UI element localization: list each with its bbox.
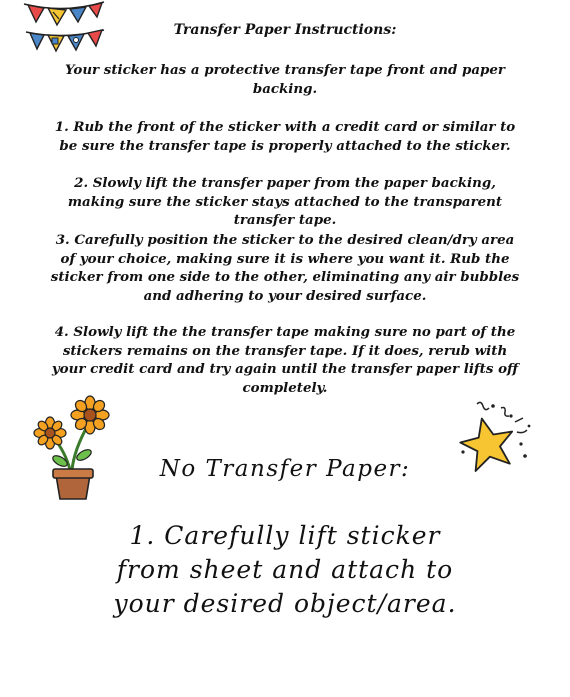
- instructions-step-2: 2. Slowly lift the transfer paper from the paper backing, making sure the sticker stays attached to the transparent transfer tape.: [67, 175, 503, 229]
- no-transfer-step-1: 1. Carefully lift sticker from sheet and attach to your desired object/area.: [113, 521, 457, 618]
- no-transfer-title: No Transfer Paper:: [159, 456, 411, 482]
- instructions-step-4: 4. Slowly lift the the transfer tape making sure no part of the stickers remains on the transfer tape. If it does, rerub with your credit card and try again until the transfer paper lifts off completely.: [51, 324, 519, 396]
- instructions-step-3: 3. Carefully position the sticker to the desired clean/dry area of your choice, making sure it is where you want it. Rub the sticker from one side to the other, eliminating any air bubbles and adhering to your desired surface.: [50, 232, 520, 304]
- flower-pot-icon: [32, 395, 114, 505]
- instructions-intro: Your sticker has a protective transfer tape front and paper backing.: [65, 62, 505, 97]
- instructions-step-1: 1. Rub the front of the sticker with a credit card or similar to be sure the transfer tape is properly attached to the sticker.: [54, 119, 516, 154]
- instructions-title: Transfer Paper Instructions:: [173, 22, 397, 38]
